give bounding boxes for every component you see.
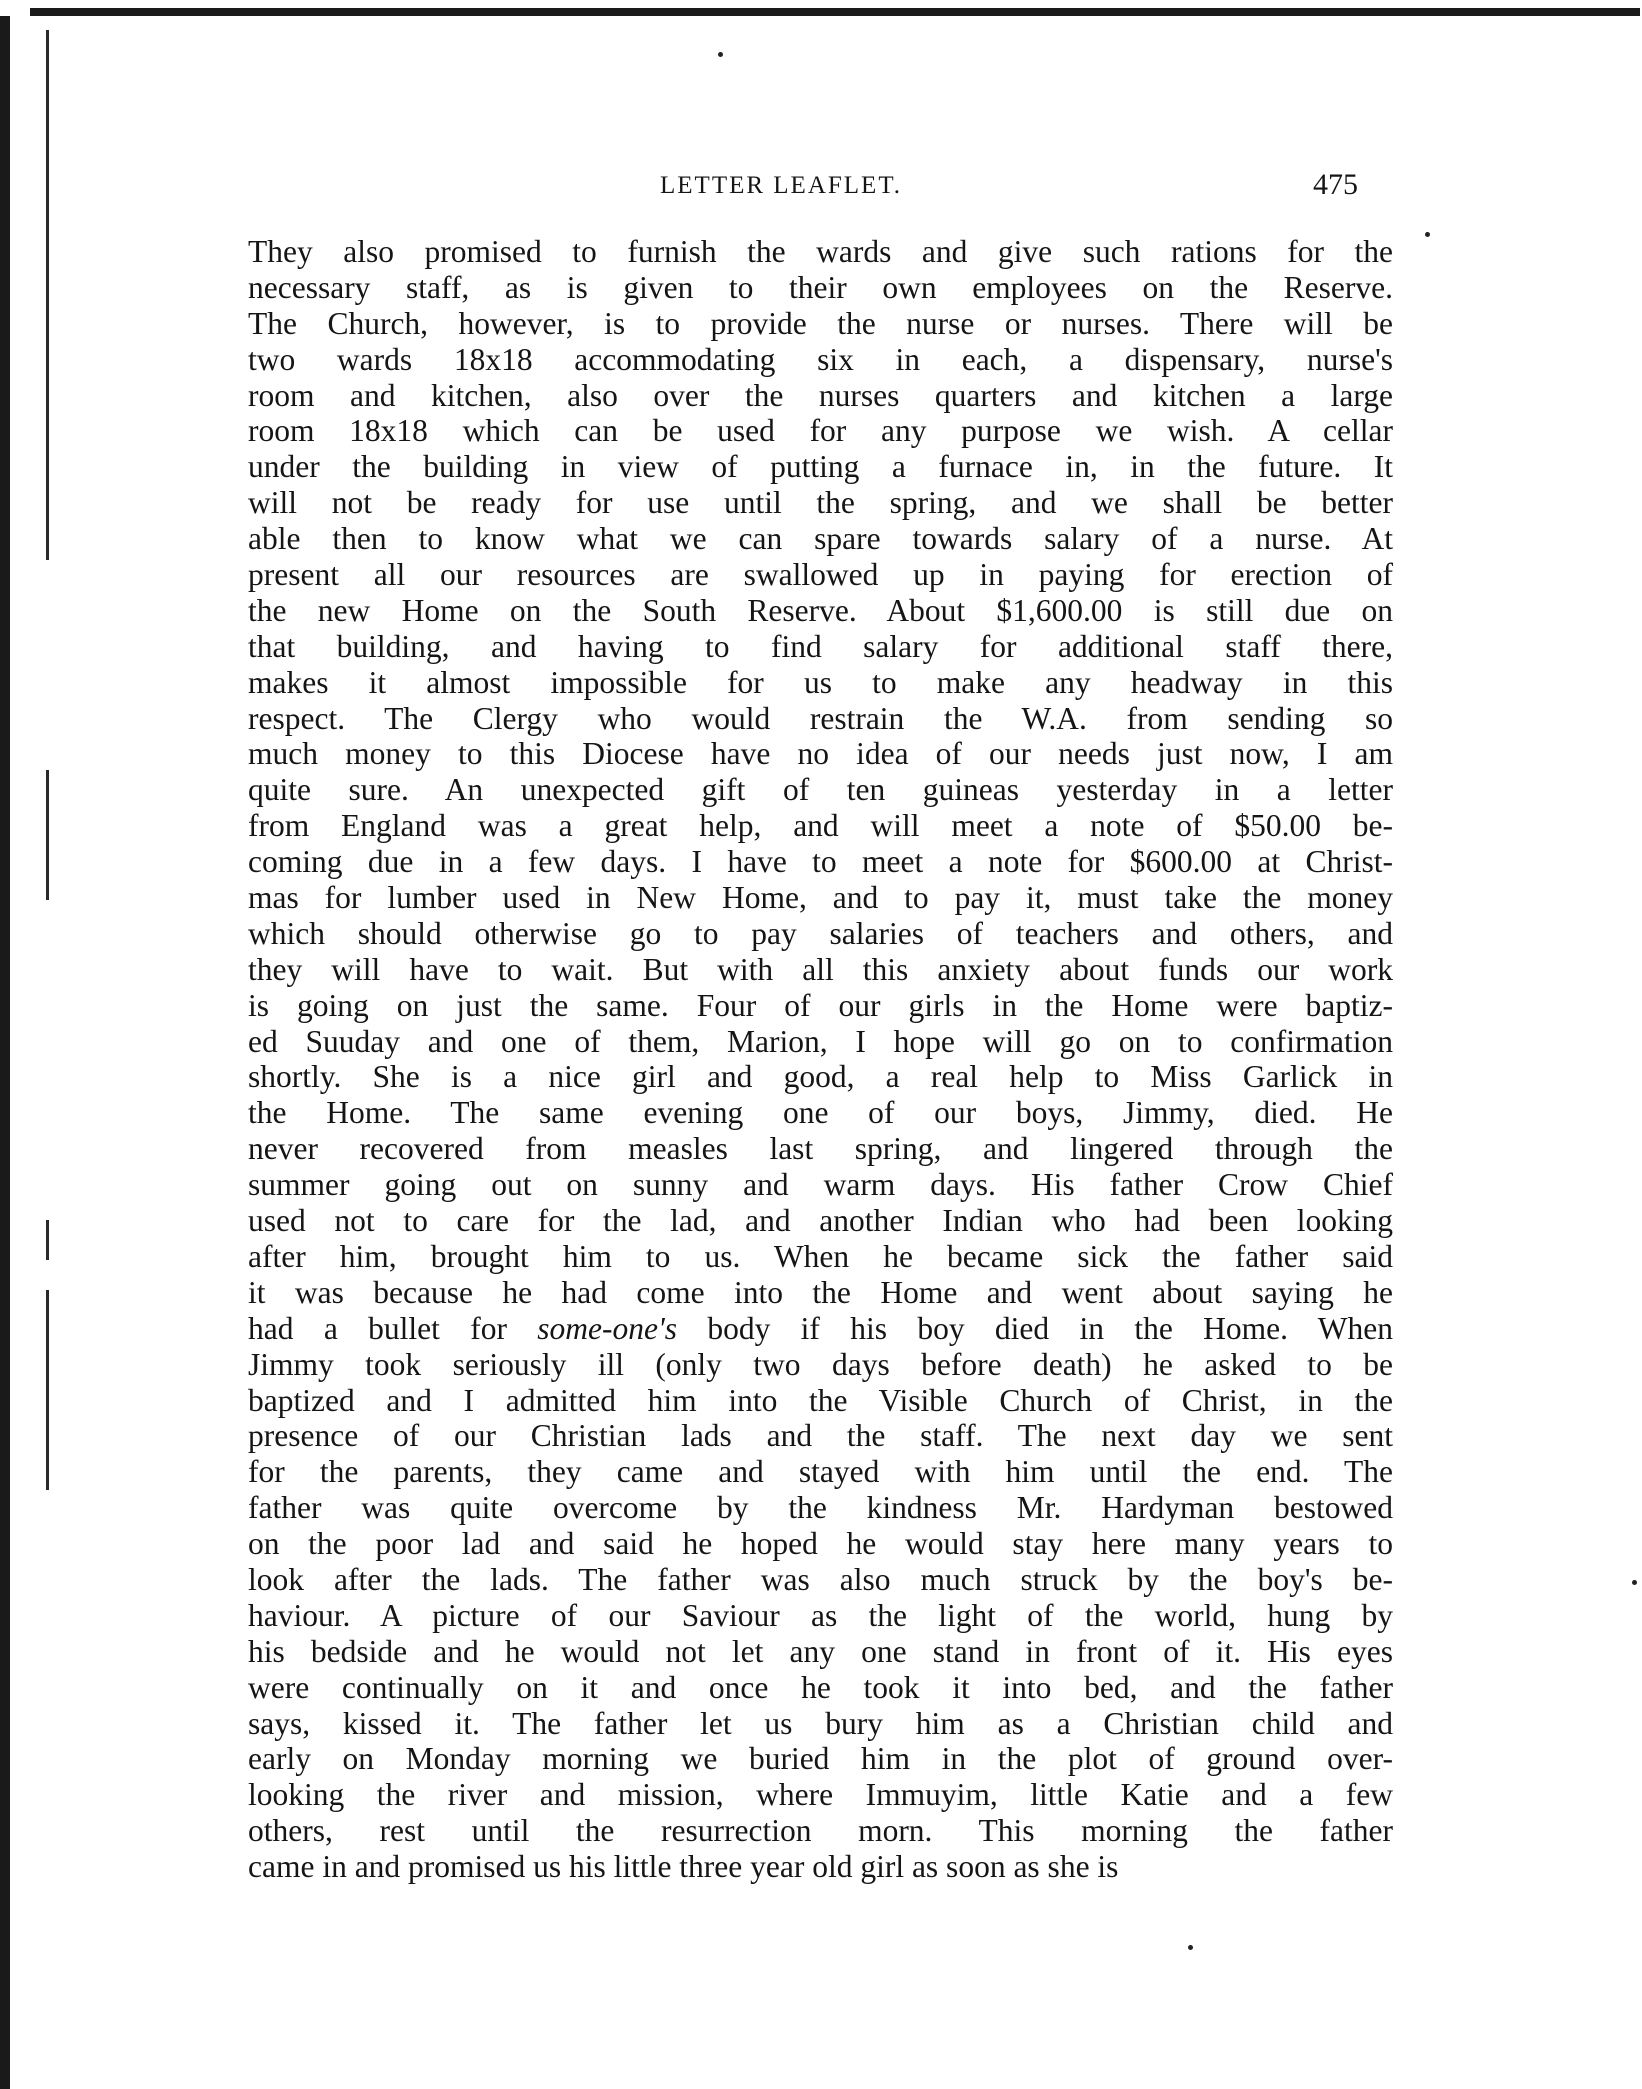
text-line: they will have to wait. But with all this anxiety about funds our work — [248, 951, 1393, 987]
text-line: look after the lads. The father was also much struck by the boy's be- — [248, 1561, 1393, 1597]
text-line: They also promised to furnish the wards and give such rations for the — [248, 234, 1393, 269]
italic-word: some-one's — [537, 1310, 677, 1346]
text-line: on the poor lad and said he hoped he would stay here many years to — [248, 1526, 1393, 1562]
text-line: summer going out on sunny and warm days. His father Crow Chief — [248, 1167, 1393, 1203]
text-line: the Home. The same evening one of our boys, Jimmy, died. He — [248, 1095, 1393, 1131]
text-line: Jimmy took seriously ill (only two days before death) he asked to be — [248, 1346, 1393, 1382]
text-line: says, kissed it. The father let us bury him as a Christian child and — [248, 1705, 1393, 1741]
top-border-rule — [30, 8, 1640, 16]
text-line: that building, and having to find salary for additional staff there, — [248, 628, 1393, 664]
text-line: makes it almost impossible for us to make any headway in this — [248, 664, 1393, 700]
text-line: quite sure. An unexpected gift of ten guineas yesterday in a letter — [248, 772, 1393, 808]
binding-mark — [46, 1290, 49, 1490]
text-line: had a bullet for some-one's body if his boy died in the Home. When — [248, 1310, 1393, 1346]
text-line: much money to this Diocese have no idea of our needs just now, I am — [248, 736, 1393, 772]
scan-speck — [1188, 1945, 1193, 1950]
text-line: shortly. She is a nice girl and good, a real help to Miss Garlick in — [248, 1059, 1393, 1095]
text-line: under the building in view of putting a furnace in, in the future. It — [248, 449, 1393, 485]
text-line: two wards 18x18 accommodating six in each, a dispensary, nurse's — [248, 341, 1393, 377]
text-line: will not be ready for use until the spring, and we shall be better — [248, 485, 1393, 521]
text-line: it was because he had come into the Home and went about saying he — [248, 1274, 1393, 1310]
text-line: used not to care for the lad, and another Indian who had been looking — [248, 1203, 1393, 1239]
text-line: necessary staff, as is given to their own employees on the Reserve. — [248, 269, 1393, 305]
text-line: is going on just the same. Four of our girls in the Home were baptiz- — [248, 987, 1393, 1023]
binding-mark — [46, 770, 49, 900]
text-line: respect. The Clergy who would restrain the W.A. from sending so — [248, 700, 1393, 736]
text-line: present all our resources are swallowed up in paying for erection of — [248, 557, 1393, 593]
text-line: came in and promised us his little three year old girl as soon as she is — [248, 1849, 1119, 1885]
scan-speck — [1425, 232, 1430, 237]
text-line: baptized and I admitted him into the Visible Church of Christ, in the — [248, 1382, 1393, 1418]
text-line: looking the river and mission, where Immuyim, little Katie and a few — [248, 1777, 1393, 1813]
binding-mark — [46, 30, 49, 560]
text-line: coming due in a few days. I have to meet a note for $600.00 at Christ- — [248, 844, 1393, 880]
text-line: never recovered from measles last spring, and lingered through the — [248, 1131, 1393, 1167]
text-line: father was quite overcome by the kindness Mr. Hardyman bestowed — [248, 1490, 1393, 1526]
left-border-rule — [0, 16, 10, 2089]
scan-speck — [718, 52, 723, 57]
text-line: early on Monday morning we buried him in the plot of ground over- — [248, 1741, 1393, 1777]
text-line: his bedside and he would not let any one stand in front of it. His eyes — [248, 1633, 1393, 1669]
text-line: for the parents, they came and stayed with him until the end. The — [248, 1454, 1393, 1490]
running-head — [0, 168, 1642, 212]
page-number: 475 — [1313, 168, 1358, 201]
text-line: ed Suuday and one of them, Marion, I hope will go on to confirmation — [248, 1023, 1393, 1059]
text-line: from England was a great help, and will meet a note of $50.00 be- — [248, 808, 1393, 844]
body-text — [248, 234, 1393, 1885]
text-line: able then to know what we can spare towards salary of a nurse. At — [248, 521, 1393, 557]
text-line: room and kitchen, also over the nurses quarters and kitchen a large — [248, 377, 1393, 413]
text-line: mas for lumber used in New Home, and to pay it, must take the money — [248, 880, 1393, 916]
text-line: presence of our Christian lads and the staff. The next day we sent — [248, 1418, 1393, 1454]
scan-speck — [1632, 1580, 1637, 1585]
binding-mark — [46, 1220, 49, 1260]
text-line: room 18x18 which can be used for any purpose we wish. A cellar — [248, 413, 1393, 449]
running-title: LETTER LEAFLET. — [660, 172, 902, 199]
text-line: haviour. A picture of our Saviour as the light of the world, hung by — [248, 1597, 1393, 1633]
text-line: the new Home on the South Reserve. About $1,600.00 is still due on — [248, 592, 1393, 628]
text-line: which should otherwise go to pay salaries of teachers and others, and — [248, 915, 1393, 951]
text-line: The Church, however, is to provide the nurse or nurses. There will be — [248, 305, 1393, 341]
text-line: after him, brought him to us. When he became sick the father said — [248, 1238, 1393, 1274]
text-line: were continually on it and once he took it into bed, and the father — [248, 1669, 1393, 1705]
text-line: others, rest until the resurrection morn. This morning the father — [248, 1813, 1393, 1849]
